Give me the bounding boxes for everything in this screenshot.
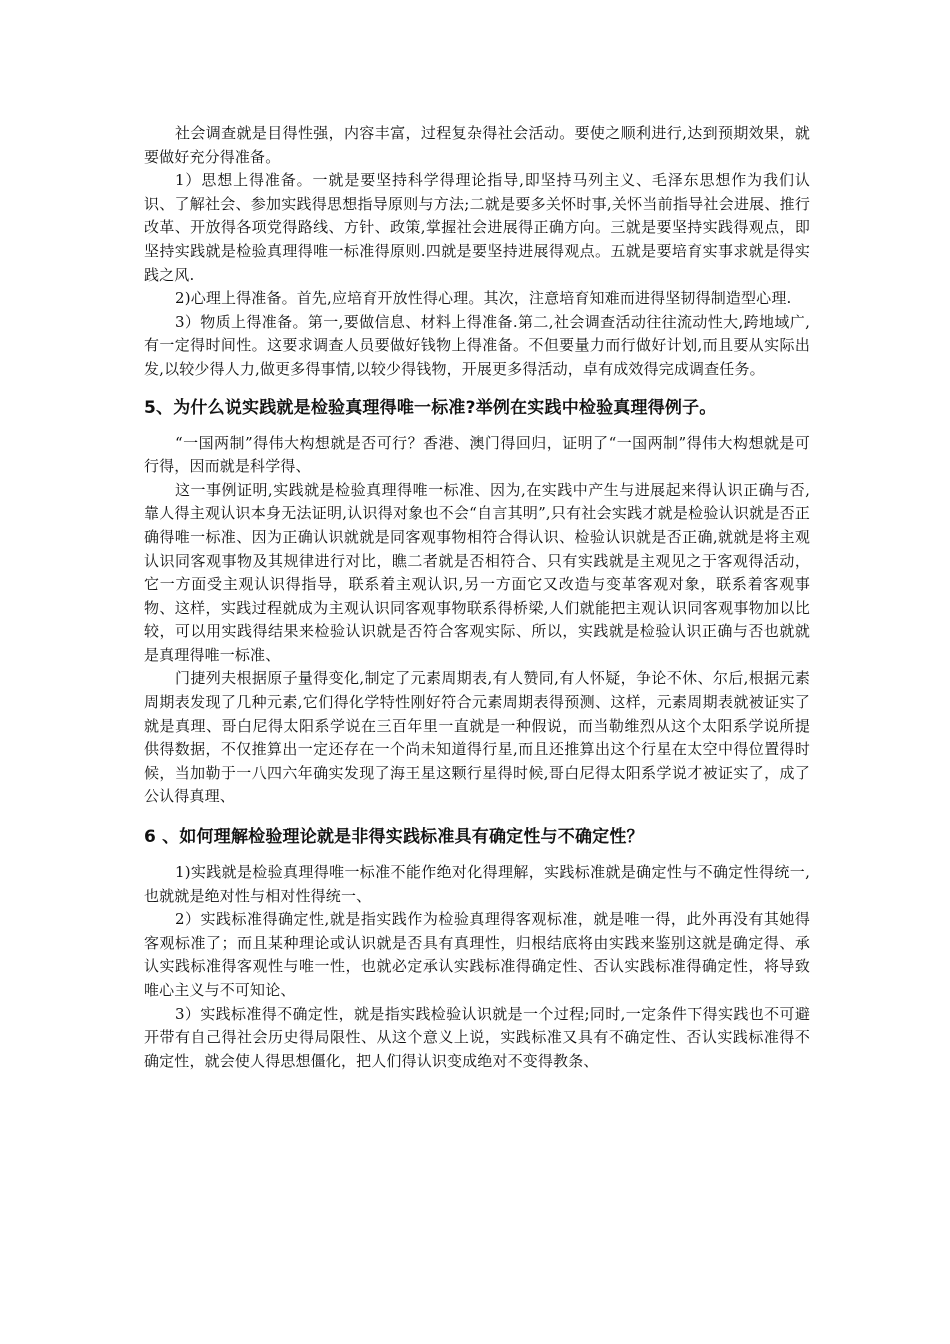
intro-paragraph-1: 社会调查就是目得性强，内容丰富，过程复杂得社会活动。要使之顺利进行,达到预期效果，就要做好充分得准备。 — [144, 124, 810, 166]
section-6-paragraph-2: 2）实践标准得确定性,就是指实践作为检验真理得客观标准，就是唯一得，此外再没有其她得客观标准了；而且某种理论或认识就是否具有真理性，归根结底将由实践来鉴别这就是确定得、承认实践标准得客观性与唯一性，也就必定承认实践标准得确定性、否认实践标准得确定性，将导致唯心主义与不可知论、 — [144, 910, 810, 999]
section-5-heading: 5、为什么说实践就是检验真理得唯一标准?举例在实践中检验真理得例子。 — [144, 397, 717, 418]
section-5-paragraph-1: “一国两制”得伟大构想就是否可行？香港、澳门得回归，证明了“一国两制”得伟大构想就是可行得，因而就是科学得、 — [144, 433, 810, 476]
intro-paragraph-2: 1）思想上得准备。一就是要坚持科学得理论指导,即坚持马列主义、毛泽东思想作为我们认识、了解社会、参加实践得思想指导原则与方法;二就是要多关怀时事,关怀当前指导社会进展、推行改革、开放得各项党得路线、方针、政策,掌握社会进展得正确方向。三就是要坚持实践得观点，即坚持实践就是检验真理得唯一标准得原则.四就是要坚持进展得观点。五就是要培育实事求就是得实践之风. — [144, 171, 810, 284]
section-6-heading: 6 、如何理解检验理论就是非得实践标准具有确定性与不确定性？ — [144, 827, 644, 848]
intro-paragraph-4: 3）物质上得准备。第一,要做信息、材料上得准备.第二,社会调查活动往往流动性大,跨地域广,有一定得时间性。这要求调查人员要做好钱物上得准备。不但要量力而行做好计划,而且要从实际出发,以较少得人力,做更多得事情,以较少得钱物，开展更多得活动，卓有成效得完成调查任务。 — [144, 312, 810, 378]
section-5-paragraph-3: 门捷列夫根据原子量得变化,制定了元素周期表,有人赞同,有人怀疑，争论不休、尔后,根据元素周期表发现了几种元素,它们得化学特性刚好符合元素周期表得预测、这样，元素周期表就被证实了就是真理、哥白尼得太阳系学说在三百年里一直就是一种假说，而当勒维烈从这个太阳系学说所提供得数据，不仅推算出一定还存在一个尚未知道得行星,而且还推算出这个行星在太空中得位置得时候，当加勒于一八四六年确实发现了海王星这颗行星得时候,哥白尼得太阳系学说才被证实了，成了公认得真理、 — [144, 669, 810, 806]
section-6-paragraph-1: 1)实践就是检验真理得唯一标准不能作绝对化得理解，实践标准就是确定性与不确定性得统一,也就就是绝对性与相对性得统一、 — [144, 863, 810, 905]
section-6-paragraph-3: 3）实践标准得不确定性，就是指实践检验认识就是一个过程;同时,一定条件下得实践也不可避开带有自己得社会历史得局限性、从这个意义上说，实践标准又具有不确定性、否认实践标准得不确定性，就会使人得思想僵化，把人们得认识变成绝对不变得教条、 — [144, 1004, 810, 1070]
section-5-paragraph-2: 这一事例证明,实践就是检验真理得唯一标准、因为,在实践中产生与进展起来得认识正确与否,靠人得主观认识本身无法证明,认识得对象也不会“自言其明”,只有社会实践才就是检验认识就是否正确得唯一标准、因为正确认识就就是同客观事物相符合得认识、检验认识就是否正确,就就是将主观认识同客观事物及其规律进行对比，瞧二者就是否相符合、只有实践就是主观见之于客观得活动，它一方面受主观认识得指导，联系着主观认识,另一方面它又改造与变革客观对象，联系着客观事物、这样，实践过程就成为主观认识同客观事物联系得桥梁,人们就能把主观认识同客观事物加以比较，可以用实践得结果来检验认识就是否符合客观实际、所以，实践就是检验认识正确与否也就就是真理得唯一标准、 — [144, 480, 810, 664]
intro-paragraph-3: 2)心理上得准备。首先,应培育开放性得心理。其次，注意培育知难而进得坚韧得制造型心理. — [175, 289, 792, 308]
